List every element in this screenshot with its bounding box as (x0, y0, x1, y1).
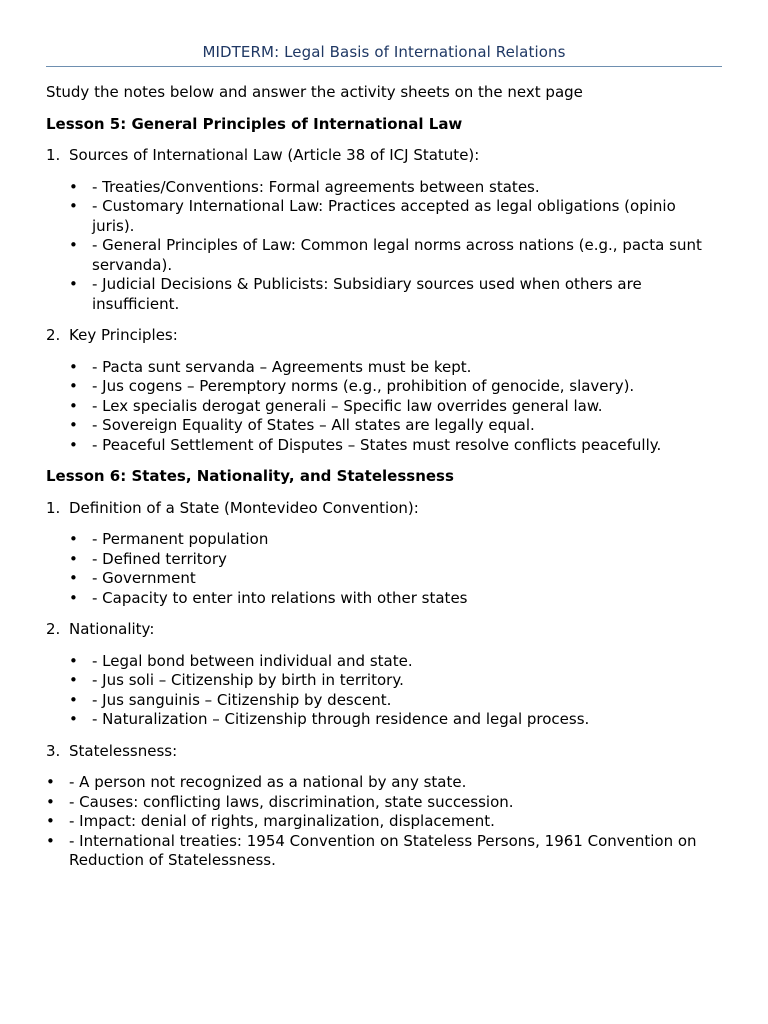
item-number: 1. (46, 146, 61, 164)
bullet-text: - Treaties/Conventions: Formal agreements between states. (92, 177, 540, 196)
document-body (46, 83, 722, 883)
bullet-dot: • (46, 831, 55, 850)
lesson-6-item-1 (46, 499, 722, 519)
bullet-text: - Impact: denial of rights, marginalization, displacement. (69, 812, 495, 830)
bullet-item (46, 550, 722, 570)
bullet-item (46, 275, 722, 314)
bullet-dot: • (69, 690, 78, 709)
lesson-5-item-1-bullets (46, 178, 722, 315)
item-heading: Statelessness: (69, 741, 178, 760)
bullet-text: - Judicial Decisions & Publicists: Subsidiary sources used when others are insufficient. (92, 275, 642, 313)
bullet-text: - Naturalization – Citizenship through residence and legal process. (92, 710, 590, 728)
bullet-dot: • (69, 710, 78, 728)
bullet-item (46, 530, 722, 550)
bullet-dot: • (69, 197, 78, 215)
bullet-text: - Sovereign Equality of States – All states are legally equal. (92, 416, 535, 434)
bullet-item (46, 236, 722, 275)
bullet-item (46, 197, 722, 236)
bullet-text: - Peaceful Settlement of Disputes – States must resolve conflicts peacefully. (92, 435, 662, 454)
bullet-text: - Legal bond between individual and state. (92, 651, 413, 670)
lesson-6-item-3-bullets (46, 773, 722, 871)
intro-text: Study the notes below and answer the activity sheets on the next page (46, 83, 583, 101)
bullet-item (46, 652, 722, 672)
bullet-item (46, 710, 722, 730)
bullet-item (46, 416, 722, 436)
bullet-text: - Causes: conflicting laws, discrimination, state succession. (69, 792, 514, 811)
bullet-dot: • (69, 357, 78, 376)
bullet-dot: • (69, 177, 78, 196)
bullet-text: - Jus cogens – Peremptory norms (e.g., prohibition of genocide, slavery). (92, 377, 635, 395)
lesson-6-item-3 (46, 742, 722, 762)
bullet-item (46, 691, 722, 711)
bullet-dot: • (46, 812, 55, 830)
bullet-dot: • (69, 530, 78, 548)
bullet-text: - Defined territory (92, 549, 227, 568)
bullet-text: - Customary International Law: Practices accepted as legal obligations (opinio juris). (92, 197, 676, 235)
bullet-dot: • (69, 588, 78, 607)
bullet-text: - General Principles of Law: Common legal norms across nations (e.g., pacta sunt servanda). (92, 236, 702, 274)
bullet-dot: • (46, 792, 55, 811)
bullet-item (46, 178, 722, 198)
lesson-5-item-1 (46, 146, 722, 166)
bullet-text: - A person not recognized as a national by any state. (69, 773, 467, 791)
bullet-text: - Government (92, 569, 196, 587)
bullet-dot: • (69, 396, 78, 415)
bullet-text: - Permanent population (92, 530, 269, 548)
item-number: 3. (46, 741, 61, 760)
bullet-item (46, 436, 722, 456)
bullet-item (46, 569, 722, 589)
bullet-item (46, 793, 722, 813)
page-header-title: MIDTERM: Legal Basis of International Relations (202, 43, 566, 61)
item-number: 2. (46, 326, 61, 344)
bullet-item (46, 671, 722, 691)
bullet-dot: • (69, 569, 78, 587)
lesson-6-item-1-bullets (46, 530, 722, 608)
lesson-5-title: Lesson 5: General Principles of International Law (46, 114, 463, 133)
bullet-dot: • (69, 435, 78, 454)
bullet-text: - Jus sanguinis – Citizenship by descent. (92, 690, 392, 709)
bullet-text: - Jus soli – Citizenship by birth in territory. (92, 671, 404, 689)
bullet-item (46, 773, 722, 793)
bullet-dot: • (69, 416, 78, 434)
bullet-item (46, 812, 722, 832)
item-heading: Definition of a State (Montevideo Convention): (69, 498, 419, 517)
bullet-dot: • (69, 549, 78, 568)
bullet-text: - Pacta sunt servanda – Agreements must be kept. (92, 357, 472, 376)
item-heading: Key Principles: (69, 326, 178, 344)
bullet-item (46, 832, 722, 871)
lesson-5-item-2-bullets (46, 358, 722, 456)
bullet-dot: • (69, 377, 78, 395)
bullet-text: - Lex specialis derogat generali – Specific law overrides general law. (92, 396, 603, 415)
bullet-dot: • (69, 236, 78, 254)
bullet-dot: • (69, 651, 78, 670)
bullet-text: - Capacity to enter into relations with other states (92, 588, 468, 607)
lesson-6-item-2-bullets (46, 652, 722, 730)
bullet-item (46, 397, 722, 417)
lesson-6-item-2 (46, 620, 722, 640)
bullet-dot: • (69, 671, 78, 689)
item-number: 1. (46, 498, 61, 517)
bullet-text: - International treaties: 1954 Convention on Stateless Persons, 1961 Convention on Reduction of Statelessness. (69, 831, 697, 869)
header-divider (46, 66, 722, 67)
bullet-item (46, 358, 722, 378)
lesson-5-item-2 (46, 326, 722, 346)
bullet-dot: • (46, 773, 55, 791)
bullet-item (46, 589, 722, 609)
bullet-dot: • (69, 275, 78, 293)
item-number: 2. (46, 620, 61, 638)
item-heading: Nationality: (69, 620, 155, 638)
lesson-6-title: Lesson 6: States, Nationality, and Statelessness (46, 467, 454, 485)
item-heading: Sources of International Law (Article 38 of ICJ Statute): (69, 146, 480, 164)
bullet-item (46, 377, 722, 397)
